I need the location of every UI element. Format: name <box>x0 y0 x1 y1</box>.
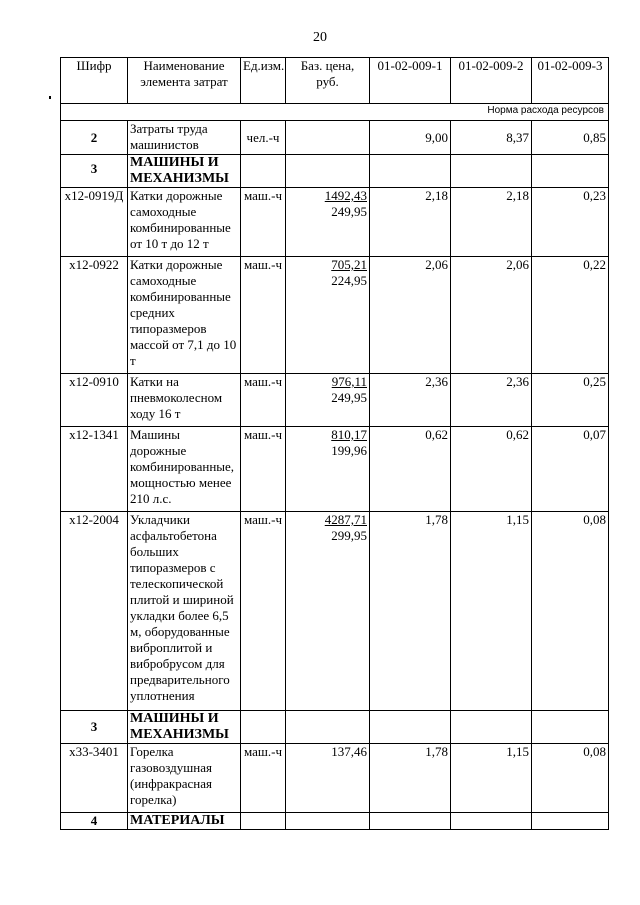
row-value-1: 9,00 <box>370 121 451 155</box>
row-name: Укладчики асфальтобетона больших типоразмеров с телескопической плитой и шириной укладки более 6,5 м, оборудованные виброплитой и вибробрусом для предварительного уплотнения <box>128 512 241 711</box>
row-unit: маш.-ч <box>241 512 286 711</box>
row-value-3: 0,85 <box>532 121 609 155</box>
row-value-3: 0,08 <box>532 512 609 711</box>
row-value-3: 0,25 <box>532 374 609 427</box>
table-header-row <box>61 58 609 104</box>
row-value-3: 0,07 <box>532 427 609 512</box>
header-col-3: 01-02-009-3 <box>532 58 609 104</box>
row-unit: маш.-ч <box>241 374 286 427</box>
row-value-2: 8,37 <box>451 121 532 155</box>
row-value-3: 0,23 <box>532 188 609 257</box>
row-price-total: 4287,71 <box>324 512 367 527</box>
section-row <box>61 813 609 830</box>
row-price-total: 1492,43 <box>324 188 367 203</box>
row-unit: маш.-ч <box>241 427 286 512</box>
row-code: х12-2004 <box>61 512 128 711</box>
row-price-wage: 249,95 <box>331 390 367 405</box>
section-row <box>61 155 609 188</box>
section-code: 3 <box>61 155 128 188</box>
table-row <box>61 257 609 374</box>
section-title: МАШИНЫ И МЕХАНИЗМЫ <box>128 711 241 744</box>
row-price-wage: 249,95 <box>331 204 367 219</box>
norm-label: Норма расхода ресурсов <box>487 105 604 116</box>
row-code: х12-0910 <box>61 374 128 427</box>
row-unit: маш.-ч <box>241 188 286 257</box>
table-row <box>61 121 609 155</box>
section-code: 3 <box>61 711 128 744</box>
row-value-1: 2,06 <box>370 257 451 374</box>
row-name: Катки дорожные самоходные комбинированные от 10 т до 12 т <box>128 188 241 257</box>
table-row <box>61 188 609 257</box>
row-price-total: 976,11 <box>331 374 367 389</box>
section-title: МАТЕРИАЛЫ <box>128 813 241 830</box>
row-value-3: 0,22 <box>532 257 609 374</box>
row-name: Катки на пневмоколесном ходу 16 т <box>128 374 241 427</box>
row-unit: чел.-ч <box>241 121 286 155</box>
row-name: Машины дорожные комбинированные, мощностью менее 210 л.с. <box>128 427 241 512</box>
row-value-1: 2,18 <box>370 188 451 257</box>
table-row <box>61 744 609 813</box>
header-col-2: 01-02-009-2 <box>451 58 532 104</box>
table-row <box>61 512 609 711</box>
header-col-1: 01-02-009-1 <box>370 58 451 104</box>
row-price <box>286 121 370 155</box>
row-price-total: 705,21 <box>331 257 367 272</box>
norm-label-row <box>61 104 609 121</box>
row-value-2: 1,15 <box>451 512 532 711</box>
header-name: Наименование элемента затрат <box>128 58 241 104</box>
row-value-3: 0,08 <box>532 744 609 813</box>
row-code: х12-1341 <box>61 427 128 512</box>
row-unit: маш.-ч <box>241 744 286 813</box>
header-code: Шифр <box>61 58 128 104</box>
section-code: 4 <box>61 813 128 830</box>
row-value-1: 2,36 <box>370 374 451 427</box>
row-unit: маш.-ч <box>241 257 286 374</box>
row-value-1: 1,78 <box>370 512 451 711</box>
row-code: 2 <box>61 121 128 155</box>
page-number: 20 <box>313 30 327 45</box>
table-row <box>61 374 609 427</box>
row-price-wage: 199,96 <box>331 443 367 458</box>
row-price-wage: 299,95 <box>331 528 367 543</box>
row-code: х12-0919Д <box>61 188 128 257</box>
row-value-2: 0,62 <box>451 427 532 512</box>
section-row <box>61 711 609 744</box>
row-price-total: 137,46 <box>286 744 370 813</box>
row-value-1: 1,78 <box>370 744 451 813</box>
row-name: Затраты труда машинистов <box>128 121 241 155</box>
scan-mark <box>49 96 51 99</box>
resource-norm-table <box>60 57 609 830</box>
row-value-2: 2,06 <box>451 257 532 374</box>
row-code: х33-3401 <box>61 744 128 813</box>
row-value-1: 0,62 <box>370 427 451 512</box>
header-unit: Ед.изм. <box>241 58 286 104</box>
row-price-wage: 224,95 <box>331 273 367 288</box>
section-title: МАШИНЫ И МЕХАНИЗМЫ <box>128 155 241 188</box>
row-value-2: 2,36 <box>451 374 532 427</box>
row-value-2: 1,15 <box>451 744 532 813</box>
row-code: х12-0922 <box>61 257 128 374</box>
header-price: Баз. цена, руб. <box>286 58 370 104</box>
row-value-2: 2,18 <box>451 188 532 257</box>
row-price-total: 810,17 <box>331 427 367 442</box>
row-name: Горелка газовоздушная (инфракрасная горелка) <box>128 744 241 813</box>
row-name: Катки дорожные самоходные комбинированные средних типоразмеров массой от 7,1 до 10 т <box>128 257 241 374</box>
table-row <box>61 427 609 512</box>
